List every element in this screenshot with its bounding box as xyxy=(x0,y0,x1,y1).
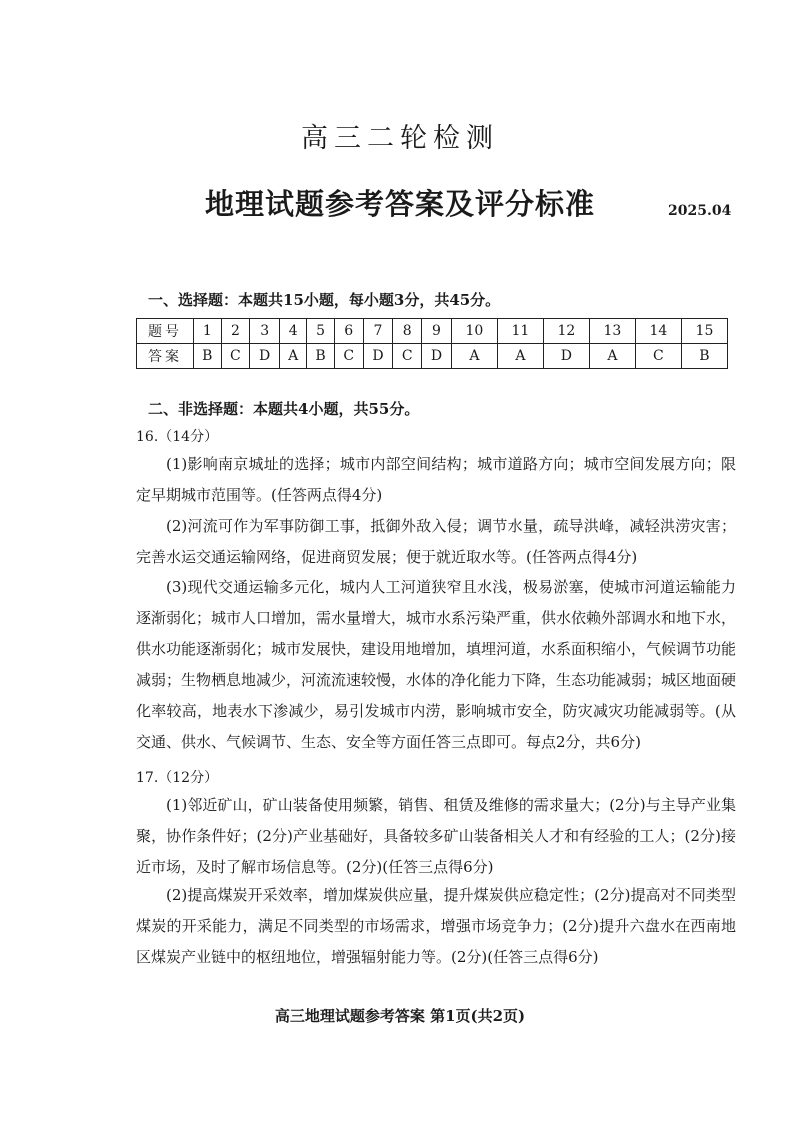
answer-table xyxy=(136,318,728,369)
answer-cell: B xyxy=(681,344,727,369)
question-number-cell: 12 xyxy=(543,319,589,344)
answer-cell: A xyxy=(497,344,543,369)
answer-cell: B xyxy=(307,344,335,369)
question-17-answer-1: (1)邻近矿山，矿山装备使用频繁，销售、租赁及维修的需求量大；(2分)与主导产业集聚，协作条件好；(2分)产业基础好，具备较多矿山装备相关人才和有经验的工人；(2分)接近市场，及时了解市场信息等。(2分)(任答三点得6分) xyxy=(136,796,736,876)
question-number-cell: 9 xyxy=(422,319,452,344)
exam-title: 高三二轮检测 xyxy=(301,123,499,154)
question-number-cell: 13 xyxy=(589,319,635,344)
question-number-cell: 14 xyxy=(635,319,681,344)
question-16-answer-1: (1)影响南京城址的选择；城市内部空间结构；城市道路方向；城市空间发展方向；限定早期城市范围等。(任答两点得4分) xyxy=(136,455,736,504)
question-number-cell: 7 xyxy=(363,319,393,344)
answer-cell: D xyxy=(422,344,452,369)
question-16-answer-3: (3)现代交通运输多元化，城内人工河道狭窄且水浅，极易淤塞，使城市河道运输能力逐渐弱化；城市人口增加，需水量增大，城市水系污染严重，供水依赖外部调水和地下水，供水功能逐渐弱化；城市发展快，建设用地增加，填埋河道，水系面积缩小，气候调节功能减弱；生物栖息地减少，河流流速较慢，水体的净化能力下降，生态功能减弱；城区地面硬化率较高，地表水下渗减少，易引发城市内涝，影响城市安全，防灾减灾功能减弱等。(从交通、供水、气候调节、生态、安全等方面任答三点即可。每点2分，共6分) xyxy=(136,578,737,751)
question-number-cell: 5 xyxy=(307,319,335,344)
answer-cell: D xyxy=(250,344,280,369)
question-17-number: 17.（12分） xyxy=(136,770,219,786)
section-2-heading: 二、非选择题：本题共4小题，共55分。 xyxy=(148,400,420,418)
answer-cell: C xyxy=(393,344,422,369)
question-number-cell: 11 xyxy=(497,319,543,344)
question-16-number: 16.（14分） xyxy=(136,429,219,445)
table-row-numbers xyxy=(137,319,728,344)
question-number-cell: 4 xyxy=(280,319,307,344)
question-number-cell: 2 xyxy=(221,319,250,344)
answer-cell: B xyxy=(194,344,222,369)
question-number-cell: 1 xyxy=(194,319,222,344)
answer-cell: A xyxy=(280,344,307,369)
page-title: 地理试题参考答案及评分标准 xyxy=(204,187,595,221)
question-number-cell: 10 xyxy=(451,319,497,344)
page-footer: 高三地理试题参考答案 第1页(共2页) xyxy=(274,1007,526,1025)
row-label-answer: 答案 xyxy=(137,344,194,369)
question-number-cell: 3 xyxy=(250,319,280,344)
answer-cell: A xyxy=(451,344,497,369)
answer-cell: C xyxy=(635,344,681,369)
answer-cell: A xyxy=(589,344,635,369)
question-number-cell: 8 xyxy=(393,319,422,344)
row-label-number: 题号 xyxy=(137,319,194,344)
section-1-heading: 一、选择题：本题共15小题，每小题3分，共45分。 xyxy=(148,291,501,309)
answer-cell: D xyxy=(363,344,393,369)
question-17-answer-2: (2)提高煤炭开采效率，增加煤炭供应量，提升煤炭供应稳定性；(2分)提高对不同类型煤炭的开采能力，满足不同类型的市场需求，增强市场竞争力；(2分)提升六盘水在西南地区煤炭产业链中的枢纽地位，增强辐射能力等。(2分)(任答三点得6分) xyxy=(136,886,736,966)
question-16-answer-2: (2)河流可作为军事防御工事，抵御外敌入侵；调节水量，疏导洪峰，减轻洪涝灾害；完善水运交通运输网络，促进商贸发展；便于就近取水等。(任答两点得4分) xyxy=(136,517,736,566)
question-number-cell: 6 xyxy=(334,319,363,344)
answer-cell: C xyxy=(334,344,363,369)
question-number-cell: 15 xyxy=(681,319,727,344)
answer-cell: C xyxy=(221,344,250,369)
table-row-answers xyxy=(137,344,728,369)
date-label: 2025.04 xyxy=(668,203,732,219)
answer-cell: D xyxy=(543,344,589,369)
